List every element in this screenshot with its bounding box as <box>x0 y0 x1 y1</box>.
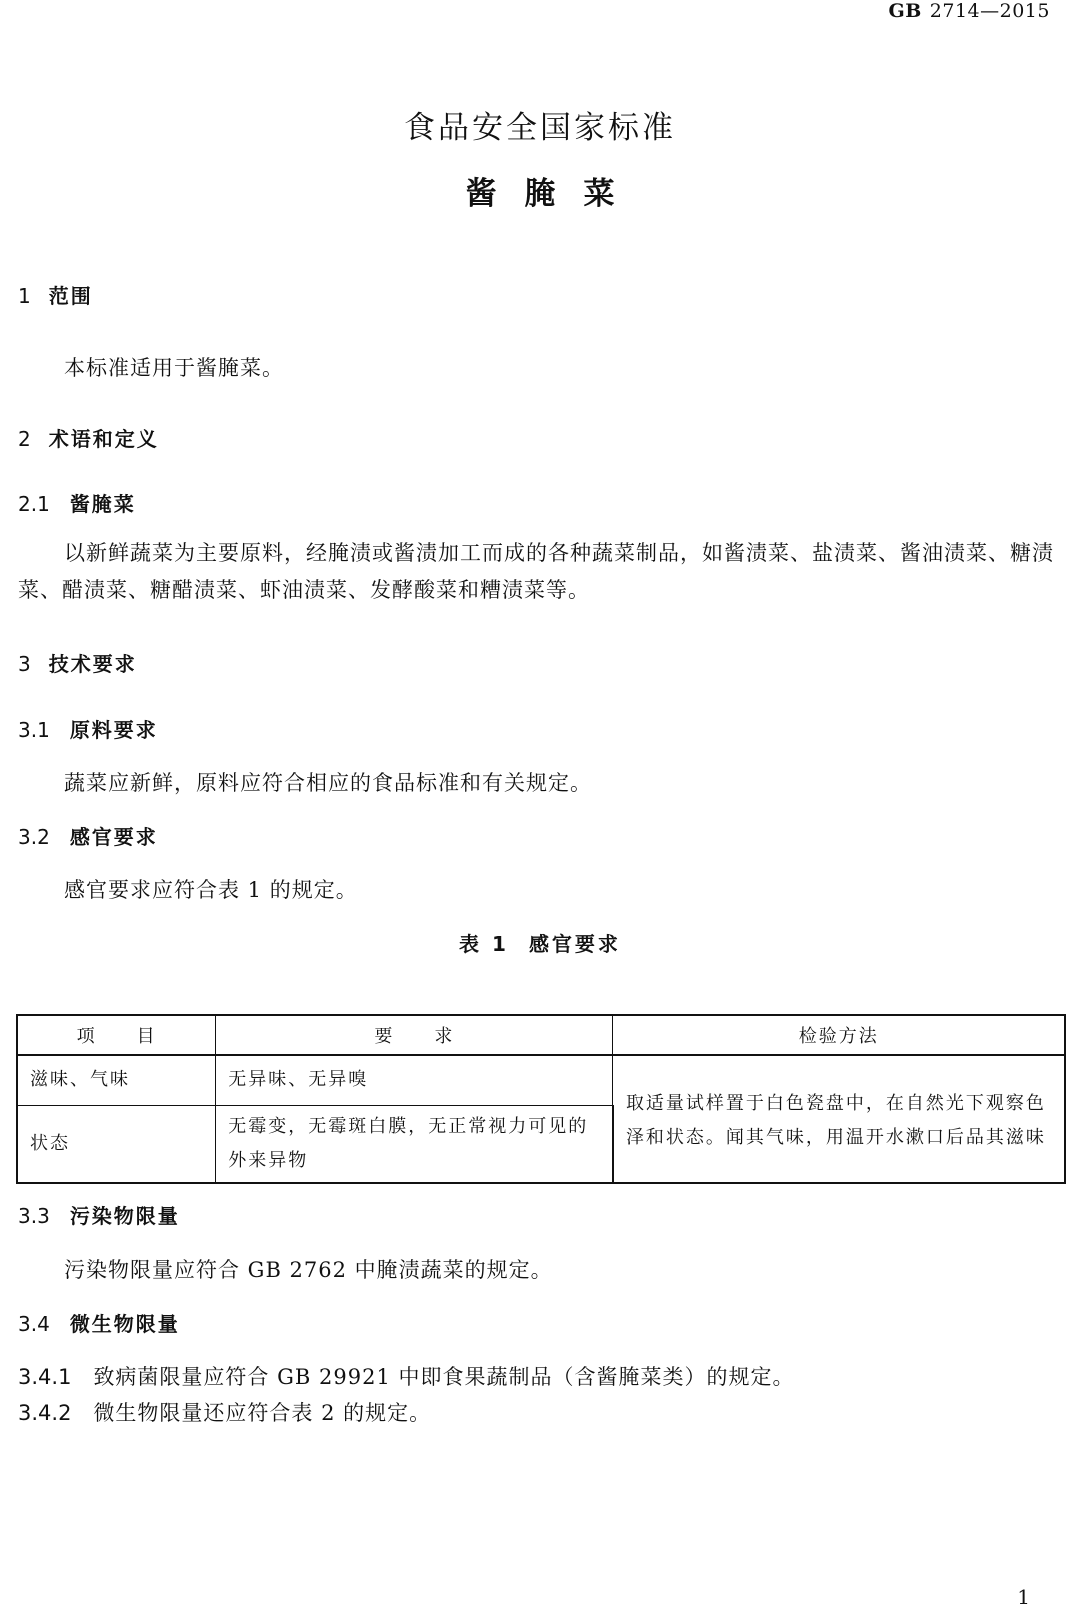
document-subtitle: 酱腌菜 <box>465 176 643 212</box>
section-number: 3.4.1 <box>18 1365 72 1389</box>
row-requirement: 无霉变，无霉斑白膜，无正常视力可见的外来异物 <box>216 1105 613 1183</box>
standard-code: GB 2714—2015 <box>888 0 1050 22</box>
section-title: 技术要求 <box>48 652 137 676</box>
section-3-2-text: 感官要求应符合表 1 的规定。 <box>64 878 358 902</box>
section-text: 微生物限量还应符合表 2 的规定。 <box>93 1401 432 1425</box>
section-2-1-text: 以新鲜蔬菜为主要原料，经腌渍或酱渍加工而成的各种蔬菜制品，如酱渍菜、盐渍菜、酱油渍菜、糖渍菜、醋渍菜、糖醋渍菜、虾油渍菜、发酵酸菜和糟渍菜等。 <box>18 541 1054 602</box>
section-number: 3.3 <box>18 1204 50 1228</box>
test-method-cell: 取适量试样置于白色瓷盘中，在自然光下观察色泽和状态。闻其气味，用温开水漱口后品其滋味 <box>613 1055 1065 1183</box>
section-3-4-1 <box>18 1361 794 1391</box>
section-title: 术语和定义 <box>48 427 159 451</box>
section-3-1-heading <box>18 714 158 743</box>
section-3-3-heading <box>18 1200 180 1229</box>
section-2-heading <box>18 423 159 452</box>
table-title: 感官要求 <box>528 932 621 956</box>
section-3-3-text: 污染物限量应符合 GB 2762 中腌渍蔬菜的规定。 <box>64 1258 553 1282</box>
section-number: 2.1 <box>18 492 50 516</box>
section-number: 3.2 <box>18 825 50 849</box>
section-3-4-2 <box>18 1397 431 1427</box>
table-number: 表 1 <box>459 932 509 956</box>
row-requirement: 无异味、无异嗅 <box>216 1055 613 1105</box>
section-title: 范围 <box>48 284 93 308</box>
section-3-1-text: 蔬菜应新鲜，原料应符合相应的食品标准和有关规定。 <box>64 771 592 795</box>
section-3-4-heading <box>18 1308 180 1337</box>
section-number: 3.4.2 <box>18 1401 72 1425</box>
document-title: 食品安全国家标准 <box>404 110 676 146</box>
section-number: 2 <box>18 427 31 451</box>
section-text: 致病菌限量应符合 GB 29921 中即食果蔬制品（含酱腌菜类）的规定。 <box>93 1365 795 1389</box>
table-1-caption <box>0 928 1080 957</box>
section-title: 原料要求 <box>69 718 158 742</box>
column-header-item: 项 目 <box>17 1015 216 1055</box>
section-1-heading <box>18 280 93 309</box>
section-3-heading <box>18 648 137 677</box>
column-header-method: 检验方法 <box>613 1015 1065 1055</box>
row-item: 滋味、气味 <box>17 1055 216 1105</box>
section-1-text: 本标准适用于酱腌菜。 <box>64 356 284 380</box>
section-number: 3 <box>18 652 31 676</box>
section-number: 3.1 <box>18 718 50 742</box>
column-header-requirement: 要 求 <box>216 1015 613 1055</box>
row-item: 状态 <box>17 1105 216 1183</box>
section-title: 感官要求 <box>69 825 158 849</box>
section-3-2-heading <box>18 821 158 850</box>
section-number: 1 <box>18 284 31 308</box>
section-title: 酱腌菜 <box>69 492 136 516</box>
section-2-1-heading <box>18 488 136 517</box>
section-title: 污染物限量 <box>69 1204 180 1228</box>
table-row <box>17 1055 1065 1105</box>
page-number: 1 <box>1017 1585 1030 1609</box>
table-header-row <box>17 1015 1065 1055</box>
section-title: 微生物限量 <box>69 1312 180 1336</box>
section-number: 3.4 <box>18 1312 50 1336</box>
sensory-requirements-table <box>16 1014 1066 1184</box>
